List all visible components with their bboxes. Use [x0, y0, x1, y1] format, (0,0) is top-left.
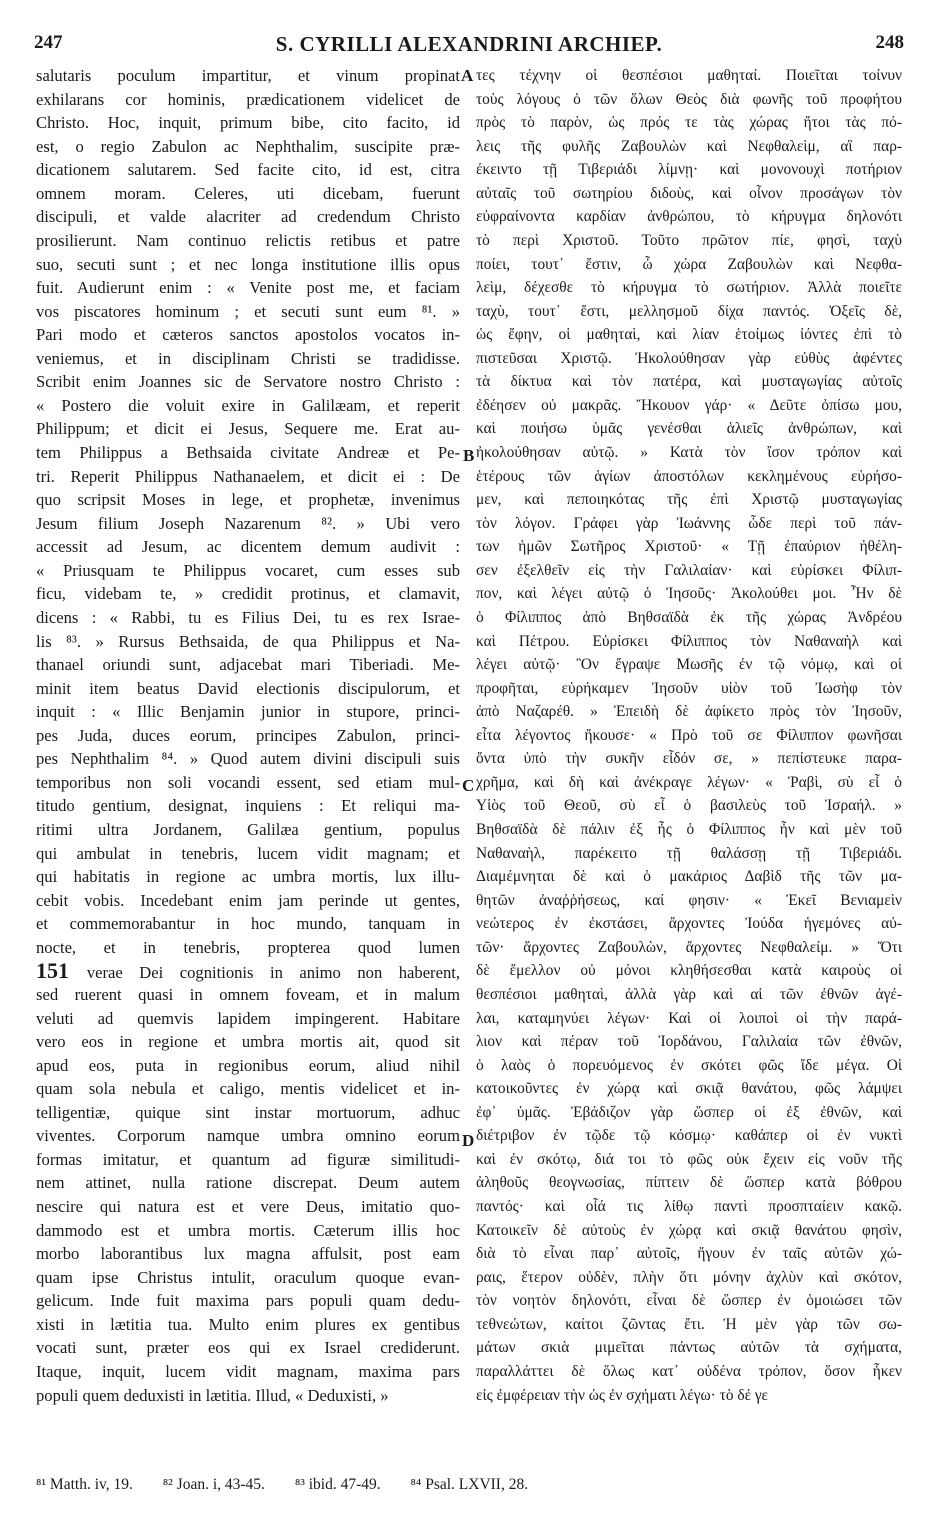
- latin-text-line: temporibus non soli vocandi essent, sed etiam mul-: [36, 772, 460, 792]
- greek-text-line: τὰ δίκτυα καὶ τὸν πατέρα, καὶ μυσταγωγίας αὐτοῖς: [476, 373, 902, 391]
- greek-text-line: Βηθσαϊδὰ δὲ πάλιν ἐξ ἧς ὁ Φίλιππος ἦν καὶ μὲν τοῦ: [476, 821, 902, 838]
- latin-text-line: Jesum filium Joseph Nazarenum ⁸². » Ubi vero: [36, 513, 460, 533]
- latin-text-line: Philippum; et dicit ei Jesus, Sequere me. Erat au-: [36, 419, 460, 439]
- greek-text-line: ποίει, τουτ᾽ ἔστιν, ὦ χώρα Ζαβουλὼν καὶ Νεφθα-: [476, 255, 902, 273]
- greek-text-line: εἶτα λέγοντος ἤκουσε· « Πρὸ τοῦ σε Φίλιππον φωνῆσαι: [476, 726, 902, 744]
- greek-text-line: μάτων σκιὰ μιμεῖται πάντως αὐτῶν τὰ σχήματα,: [476, 1339, 902, 1357]
- greek-text-line: ἐδέησεν οὐ μακρᾶς. Ἤκουον γάρ· « Δεῦτε ὀπίσω μου,: [476, 396, 902, 414]
- latin-text-line: veluti ad quemvis lapidem impingerent. Habitare: [36, 1008, 460, 1028]
- latin-text-line: discipuli, et valde alacriter ad credendum Christo: [36, 207, 460, 227]
- greek-text-line: ὡς ἔφην, οἱ μαθηταὶ, καὶ λίαν ἑτοίμως ἰόντες ἐπὶ τὸ: [476, 326, 902, 344]
- greek-text-line: σεν ἐξελθεῖν εἰς τὴν Γαλιλαίαν· καὶ εὑρίσκει Φίλιπ-: [476, 561, 902, 579]
- latin-text-line: formas imitatur, et quantum ad figuræ similitudi-: [36, 1149, 460, 1169]
- latin-text-line: ficu, videbam te, » credidit protinus, et clamavit,: [36, 584, 460, 604]
- greek-text-line: λεὶμ, δέχεσθε τὸ κήρυγμα τὸ σωτήριον. Ἀλλὰ ποιεῖτε: [476, 279, 902, 297]
- latin-text-line: Scribit enim Joannes sic de Servatore nostro Christo :: [36, 372, 460, 392]
- latin-text-line: thanael oriundi sunt, adjacebat mari Tiberiadi. Me-: [36, 655, 460, 675]
- greek-text-line: διέτριβον ἐν τῷδε τῷ κόσμῳ· καθάπερ οἱ ἐν νυκτὶ: [476, 1127, 902, 1145]
- latin-text-line: lis ⁸³. » Rursus Bethsaida, de qua Philippus et Na-: [36, 631, 460, 651]
- latin-text-line: cebit vobis. Incedebant enim jam perinde ut gentes,: [36, 890, 460, 910]
- latin-text-line: titudo gentium, designat, inquiens : Et reliqui ma-: [36, 796, 460, 816]
- greek-text-line: πιστεῦσαι Χριστῷ. Ἠκολούθησαν γὰρ εὐθὺς ἀφέντες: [476, 349, 902, 367]
- latin-text-line: Pari modo et cæteros sanctos apostolos vocatos in-: [36, 325, 460, 345]
- greek-text-line: εὐφραίνοντα καρδίαν ἀνθρώπου, τὸ κήρυγμα δηλονότι: [476, 208, 902, 226]
- greek-text-line: παντός· καὶ οἷά τις λίθῳ παντὶ προσπταίειν κακῷ.: [476, 1198, 902, 1215]
- greek-text-line: ἠκολούθησαν αὐτῷ. » Κατὰ τὸν ἴσον τρόπον καὶ: [476, 444, 902, 461]
- greek-text-line: δὲ ἔμελλον οὐ μόνοι κληθήσεσθαι κατὰ καιροὺς οἱ: [476, 962, 902, 980]
- greek-text-line: θεσπέσιοι μαθηταὶ, ἀλλὰ γὰρ καὶ αἱ τῶν ἐθνῶν ἀγέ-: [476, 985, 902, 1003]
- greek-text-line: κατοικοῦντες ἐν χώρᾳ καὶ σκιᾷ θανάτου, φῶς λάμψει: [476, 1080, 902, 1098]
- greek-text-line: των ἡμῶν Σωτῆρος Χριστοῦ· « Τῇ ἐπαύριον ἠθέλη-: [476, 538, 902, 556]
- latin-text-line: dicens : « Rabbi, tu es Filius Dei, tu es rex Israe-: [36, 607, 460, 627]
- greek-text-line: ὁ Φίλιππος ἀπὸ Βηθσαϊδὰ ἐκ τῆς χώρας Ἀνδρέου: [476, 608, 902, 626]
- greek-text-line: λεις τῆς φυλῆς Ζαβουλὼν καὶ Νεφθαλεὶμ, αἳ παρ-: [476, 137, 902, 155]
- greek-text-line: ὄντα ὑπὸ τὴν συκῆν εἶδόν σε, » πεπίστευκε παρα-: [476, 750, 902, 768]
- greek-text-line: παραλλάττει δὲ ὅλως κατ᾽ οὐδένα τρόπον, ὅσον ἧκεν: [476, 1362, 902, 1380]
- latin-text-line: vero eos in regione et umbra mortis ait, quod sit: [36, 1032, 460, 1052]
- page-number-left: 247: [34, 32, 63, 53]
- greek-text-line: τὸν λόγον. Γράφει γὰρ Ἰωάννης ὧδε περὶ τοῦ πάν-: [476, 514, 902, 532]
- page-number-right: 248: [875, 32, 904, 53]
- margin-marker-d: D: [462, 1131, 475, 1150]
- greek-text-line: λιον καὶ πέραν τοῦ Ἰορδάνου, Γαλιλαία τῶν ἐθνῶν,: [476, 1033, 902, 1051]
- latin-text-line: est, o regio Zabulon ac Nephthalim, suscipite præ-: [36, 136, 460, 156]
- page-header: [34, 32, 904, 62]
- latin-text-line: telligentiæ, quique sint instar mortuorum, adhuc: [36, 1102, 460, 1122]
- latin-text-line: nescire qui natura est et vere Deus, imitatio quo-: [36, 1197, 460, 1216]
- greek-text-line: λέγει αὐτῷ· Ὃν ἔγραψε Μωσῆς ἐν τῷ νόμῳ, καὶ οἱ: [476, 656, 902, 674]
- latin-text-line: veniemus, et in disciplinam Christi se tradidisse.: [36, 348, 460, 368]
- latin-text-line: suo, secuti sunt ; et nec longa institutione illis opus: [36, 254, 460, 274]
- latin-text-line: « Postero die voluit exire in Galilæam, et reperit: [36, 395, 460, 415]
- latin-text-line: nocte, et in tenebris, propterea quod lumen: [36, 937, 460, 957]
- latin-text-line: ritimi ultra Jordanem, Galilæa gentium, populus: [36, 820, 460, 839]
- greek-column: [476, 64, 902, 1407]
- latin-text-line: quam ipse Christus intulit, oraculum quoque evan-: [36, 1267, 460, 1287]
- latin-text-line: salutaris poculum impartitur, et vinum propinat: [36, 66, 460, 85]
- latin-text-line: dammodo est et umbra mortis. Cæterum illis hoc: [36, 1220, 460, 1240]
- latin-text-line: sed ruerent quasi in omnem foveam, et in malum: [36, 984, 460, 1004]
- latin-text-line: pes Juda, duces eorum, principes Zabulon, princi-: [36, 725, 460, 745]
- latin-text-line: apud eos, puta in regionibus eorum, aliud nihil: [36, 1055, 460, 1075]
- footnote: ⁸¹ Matth. iv, 19.: [36, 1476, 133, 1493]
- greek-text-line: νεώτερος ἐν ἐκστάσει, ἄρχοντες Ἰούδα ἡγεμόνες αὐ-: [476, 915, 902, 933]
- latin-text-line: populi quem deduxisti in lætitia. Illud, « Deduxisti, »: [36, 1385, 389, 1405]
- latin-text-line: vos piscatores hominum ; et secuti sunt eum ⁸¹. »: [36, 301, 460, 321]
- greek-text-line: ὁ λαὸς ὁ πορευόμενος ἐν σκότει φῶς ἴδε μέγα. Οἱ: [476, 1056, 902, 1074]
- greek-text-line: Διαμέμνηται δὲ καὶ ὁ μακάριος Δαβὶδ τῆς τῶν μα-: [476, 868, 902, 886]
- footnotes: [36, 1476, 916, 1494]
- latin-text-line: omnem moram. Celeres, uti dicebam, fuerunt: [36, 183, 460, 203]
- latin-text-line: vocati sunt, præter eos qui ex Israel crediderunt.: [36, 1338, 460, 1358]
- latin-text-line: dicationem salutarem. Sed facite cito, id est, citra: [36, 160, 460, 180]
- greek-text-line: τοὺς λόγους ὁ τῶν ὅλων Θεὸς διὰ φωνῆς τοῦ προφήτου: [476, 90, 902, 108]
- greek-text-line: ἀληθοῦς θεογνωσίας, πίπτειν δὲ ὥσπερ κατὰ βόθρου: [476, 1174, 902, 1192]
- latin-column: [36, 64, 460, 1407]
- latin-text-line: prosilierunt. Nam continuo relictis retibus et patre: [36, 230, 460, 250]
- greek-text-line: έκειντο τῇ Τιβεριάδι λίμνῃ· καὶ μονονουχὶ ποτήριον: [476, 161, 902, 179]
- latin-text-line: et commemorabantur in hoc mundo, tanquam in: [36, 914, 460, 934]
- latin-text-line: pes Nephthalim ⁸⁴. » Quod autem divini discipuli suis: [36, 749, 460, 769]
- latin-text-line: Itaque, inquit, lucem vidit magnam, maxima pars: [36, 1361, 460, 1381]
- margin-page-number: 151: [36, 958, 87, 984]
- greek-text-line: καὶ ἐν σκότῳ, διά τοι τὸ φῶς οὐκ ἔχειν εἰς νοῦν τῆς: [476, 1150, 902, 1168]
- latin-text-line: xisti in lætitia tua. Multo enim plures ex gentibus: [36, 1314, 460, 1334]
- greek-text-line: Ναθαναὴλ, παρέκειτο τῇ θαλάσσῃ τῇ Τιβεριάδι.: [476, 844, 902, 862]
- latin-text-line: tem Philippus a Bethsaida civitate Andreæ et Pe-: [36, 443, 460, 462]
- margin-marker-a: A: [461, 66, 474, 85]
- latin-text-line: tri. Reperit Philippus Nathanaelem, et dicit ei : De: [36, 466, 460, 486]
- greek-text-line: τῶν· ἄρχοντες Ζαβουλὼν, ἄρχοντες Νεφθαλείμ. » Ὅτι: [476, 938, 902, 956]
- running-title: S. CYRILLI ALEXANDRINI ARCHIEP.: [275, 32, 663, 56]
- margin-marker-b: B: [463, 446, 475, 465]
- greek-text-line: ἀπὸ Ναζαρέθ. » Ἐπειδὴ δὲ ἀφίκετο πρὸς τὸν Ἰησοῦν,: [476, 703, 902, 721]
- greek-text-line: Κατοικεῖν δὲ αὐτοὺς ἐν χώρᾳ καὶ σκιᾷ θανάτου φησὶν,: [476, 1221, 902, 1239]
- latin-text-line: Christo. Hoc, inquit, primum bibe, cito facito, id: [36, 113, 460, 133]
- greek-text-line: τες τέχνην οἱ θεσπέσιοι μαθηταί. Ποιεῖται τοίνυν: [476, 67, 902, 84]
- latin-text-line: fuit. Audierunt enim : « Venite post me, et faciam: [36, 278, 460, 298]
- latin-text-line: morbo laborantibus lux magna affulsit, post eam: [36, 1244, 460, 1264]
- footnote: ⁸⁴ Psal. LXVII, 28.: [410, 1476, 529, 1493]
- greek-text-line: προφῆται, εὑρήκαμεν Ἰησοῦν υἱὸν τοῦ Ἰωσὴφ τὸν: [476, 679, 902, 697]
- footnote: ⁸³ ibid. 47-49.: [294, 1476, 381, 1493]
- greek-text-line: διὰ τὸ εἶναι παρ᾽ αὐτοῖς, ἤγουν ἐν ταῖς αὐτῶν χώ-: [476, 1245, 902, 1263]
- greek-text-line: εἰς ἐμφέρειαν τὴν ὡς ἐν σχήματι λέγω· τὸ δέ γε: [476, 1386, 768, 1404]
- latin-text-line: « Priusquam te Philippus vocaret, cum esses sub: [36, 560, 460, 580]
- greek-text-line: τὸ περὶ Χριστοῦ. Τοῦτο πρῶτον πίε, φησὶ, ταχὺ: [476, 231, 902, 249]
- greek-text-line: πον, καὶ λέγει αὐτῷ ὁ Ἰησοῦς· Ἀκολούθει μοι. Ἦν δὲ: [476, 585, 902, 603]
- latin-text-line: nem attinet, nulla ratione discrepat. Deum autem: [36, 1173, 460, 1193]
- latin-text-line: quo scripsit Moses in lege, et prophetæ, invenimus: [36, 490, 460, 510]
- latin-text-line: inquit : « Illic Benjamin junior in stupore, princi-: [36, 702, 460, 722]
- greek-text-line: καὶ Πέτρου. Εὑρίσκει Φίλιππος τὸν Ναθαναὴλ καὶ: [476, 632, 902, 650]
- greek-text-line: λαι, καταμηνύει λέγων· Καὶ οἱ λοιποὶ οἱ τὴν παρά-: [476, 1009, 902, 1027]
- latin-text-line: gelicum. Inde fuit maxima pars populi quam dedu-: [36, 1291, 460, 1311]
- greek-text-line: πρὸς τὸ παρὸν, ὡς πρός τε τὰς χώρας ἤτοι τὰς πό-: [476, 114, 902, 132]
- latin-text-line: qui habitatis in regione ac umbra mortis, lux illu-: [36, 867, 460, 887]
- latin-text-line: 151 verae Dei cognitionis in animo non haberent,: [36, 958, 461, 984]
- greek-text-line: ραις, ἕτερον οὐδὲν, πλὴν ὅτι μόνην ἀχλὺν καὶ σκότον,: [476, 1268, 902, 1286]
- greek-text-line: μεν, καὶ πεποιηκότας τῆς ἐπὶ Χριστῷ μυσταγωγίας: [476, 491, 902, 509]
- greek-text-line: τὸν νοητὸν δηλονότι, εἶναι δὲ ὥσπερ ἐν ὁμοιώσει τῶν: [476, 1292, 902, 1310]
- greek-text-line: τεθνεώτων, καίτοι ζῶντας ἔτι. Ἡ μὲν γὰρ τῶν σω-: [476, 1315, 902, 1333]
- greek-text-line: αὐταῖς τοῦ σωτηρίου διδοὺς, καὶ οἶνον προσάγων τὸν: [476, 184, 902, 202]
- greek-text-line: καὶ ποιήσω ὑμᾶς γενέσθαι ἁλιεῖς ἀνθρώπων, καὶ: [476, 420, 902, 438]
- greek-text-line: ταχὺ, τουτ᾽ ἔστι, μελλησμοῦ δίχα παντός. Ὀξεῖς δὲ,: [476, 302, 902, 320]
- greek-text-line: ἐφ᾽ ὑμᾶς. Ἐβάδιζον γὰρ ὥσπερ οἱ ἐξ ἐθνῶν, καὶ: [476, 1103, 902, 1121]
- greek-text-line: θητῶν ἀναῤῥήσεως, καί φησιν· « Ἐκεῖ Βενιαμεὶν: [476, 891, 902, 909]
- margin-marker-c: C: [462, 776, 475, 795]
- footnote: ⁸² Joan. i, 43-45.: [162, 1476, 265, 1493]
- greek-text-line: Υἱὸς τοῦ Θεοῦ, σὺ εἶ ὁ βασιλεὺς τοῦ Ἰσραήλ. »: [476, 797, 902, 815]
- latin-text-line: viventes. Corporum namque umbra omnino eorum: [36, 1126, 460, 1146]
- latin-text-line: quam sola nebula et caligo, mentis videlicet et in-: [36, 1079, 460, 1099]
- latin-text-line: exhilarans cor hominis, prædicationem videlicet de: [36, 89, 460, 109]
- greek-text-line: ἑτέρους τῶν ἁγίων ἀποστόλων κεκλημένους εὑρήσο-: [476, 467, 902, 485]
- latin-text-line: accessit ad Jesum, ac dicentem demum audivit :: [36, 537, 460, 557]
- latin-text-line: qui ambulat in tenebris, lucem vidit magnam; et: [36, 843, 460, 863]
- greek-text-line: χρῆμα, καὶ δὴ καὶ ἀνέκραγε λέγων· « Ῥαβὶ, σὺ εἶ ὁ: [476, 773, 902, 791]
- latin-text-line: minit item beatus David electionis discipulorum, et: [36, 678, 460, 698]
